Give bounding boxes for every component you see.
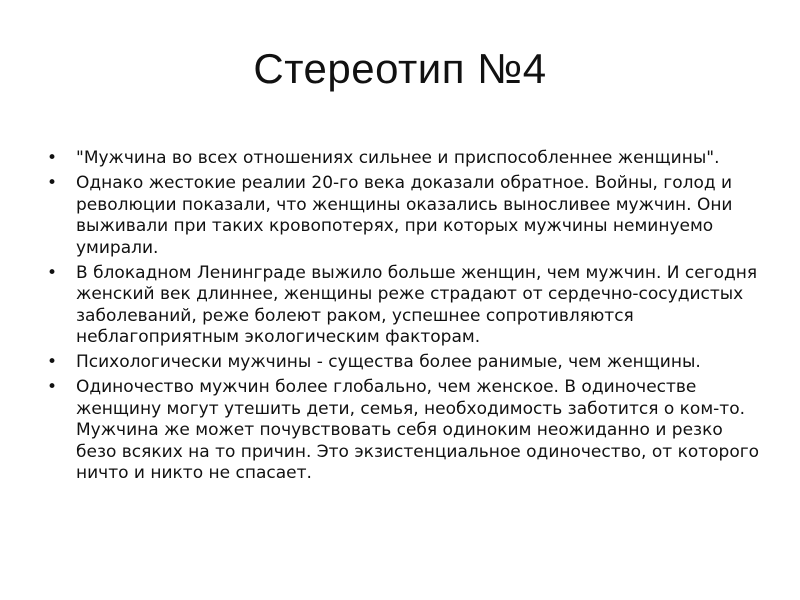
slide-title: Стереотип №4	[253, 45, 547, 92]
bullet-point-icon: •	[46, 262, 58, 283]
bullet-point-icon: •	[46, 173, 58, 193]
bullet-text: "Мужчина во всех отношениях сильнее и приспособленнее женщины".	[76, 148, 720, 168]
bullet-item	[46, 352, 762, 374]
bullet-item	[46, 148, 762, 170]
bullet-text: Одиночество мужчин более глобально, чем женское. В одиночестве женщину могут утешить дети, семья, необходимость заботится о ком-то. Мужчина же может почувствовать себя одиноким неожиданно и резко безо всяких на то причин. Это экзистенциальное одиночество, от которого ничто и никто не спасает.	[76, 377, 760, 483]
bullet-item	[46, 377, 762, 485]
bullet-item	[46, 263, 762, 349]
bullet-text: Психологически мужчины - существа более ранимые, чем женщины.	[76, 352, 701, 372]
bullet-point-icon: •	[46, 148, 58, 168]
bullet-item	[46, 173, 762, 259]
bullet-list	[46, 148, 762, 488]
bullet-text: Однако жестокие реалии 20-го века доказали обратное. Войны, голод и революции показали, что женщины оказались выносливее мужчин. Они выживали при таких кровопотерях, при которых мужчины неминуемо умирали.	[76, 173, 733, 258]
bullet-text: В блокадном Ленинграде выжило больше женщин, чем мужчин. И сегодня женский век длиннее, женщины реже страдают от сердечно-сосудистых заболеваний, реже болеют раком, успешнее сопротивляются неблагоприятным экологическим факторам.	[76, 262, 758, 347]
bullet-point-icon: •	[46, 377, 58, 397]
bullet-point-icon: •	[46, 352, 58, 372]
